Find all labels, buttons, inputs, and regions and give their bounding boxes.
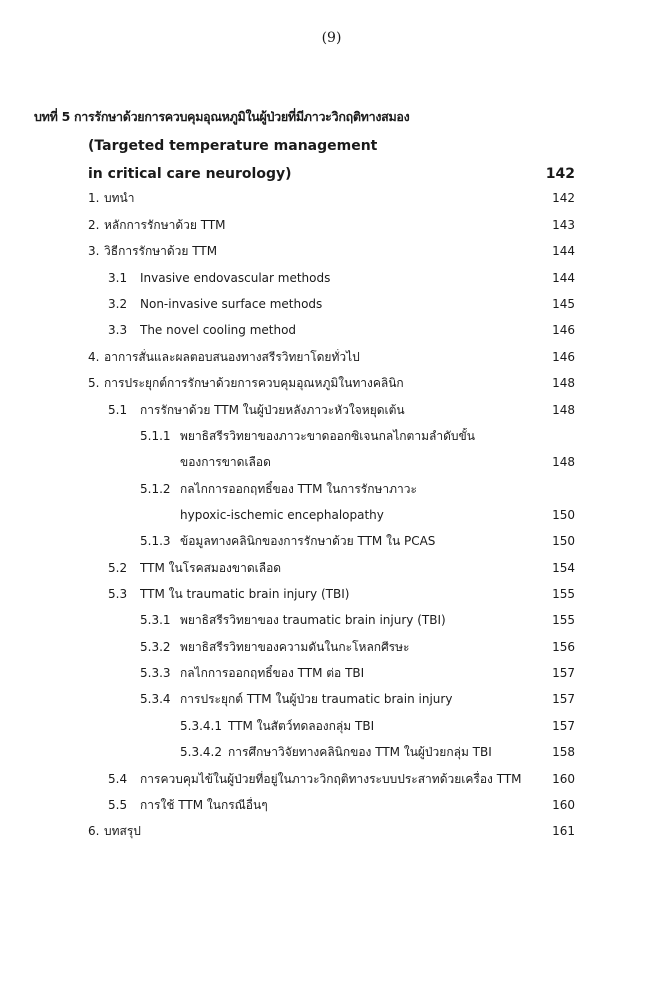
toc-entry-number: 5.2 [108,561,128,575]
toc-entry-title: บทสรุป [104,824,141,838]
toc-entry [0,428,663,444]
toc-entry [0,322,663,338]
toc-entry-number: 5.1.3 [140,534,171,548]
toc-entry-number: 5.5 [108,798,128,812]
toc-entry-number: 3.1 [108,271,128,285]
toc-entry-number: 1. [88,191,100,205]
toc-entry-page: 142 [552,191,575,205]
toc-entry-page: 160 [552,772,575,786]
toc-entry-title: ของการขาดเลือด [180,455,271,469]
toc-entry-number: 5. [88,376,100,390]
toc-entry [0,771,663,787]
toc-entry [0,217,663,233]
toc-entry-page: 150 [552,534,575,548]
toc-entry-page: 148 [552,455,575,469]
toc-entry [0,481,663,497]
chapter-title-english-line1: (Targeted temperature management [88,138,378,154]
toc-entry-title: การประยุกต์การรักษาด้วยการควบคุมอุณหภูมิในทางคลินิก [104,376,404,390]
toc-entry-title: The novel cooling method [140,323,297,337]
toc-entry-title: การรักษาด้วย TTM ในผู้ป่วยหลังภาวะหัวใจหยุดเต้น [140,403,405,417]
toc-entry-number: 5.3.4.2 [180,745,222,759]
toc-entry-number: 5.3.1 [140,613,171,627]
toc-entry-page: 157 [552,666,575,680]
toc-entry [0,797,663,813]
toc-entry-title: ข้อมูลทางคลินิกของการรักษาด้วย TTM ใน PCAS [180,534,436,548]
toc-entry-title: TTM ในสัตว์ทดลองกลุ่ม TBI [228,719,375,733]
toc-entry-number: 2. [88,218,100,232]
toc-entry-number: 5.3.4 [140,692,171,706]
toc-entry-page: 146 [552,323,575,337]
toc-entry-page: 144 [552,244,575,258]
chapter-heading [34,110,594,124]
toc-entry-page: 145 [552,297,575,311]
toc-entry [0,744,663,760]
toc-entry-number: 5.1 [108,403,128,417]
toc-entry-page: 143 [552,218,575,232]
toc-entry [0,718,663,734]
chapter-title-thai: การรักษาด้วยการควบคุมอุณหภูมิในผู้ป่วยที่มีภาวะวิกฤติทางสมอง [74,109,410,124]
toc-entry [0,586,663,602]
toc-entry [0,612,663,628]
toc-entry-page: 158 [552,745,575,759]
toc-entry-page: 155 [552,587,575,601]
chapter-page-number: 142 [545,166,575,182]
toc-entry-page: 154 [552,561,575,575]
chapter-title-english-line2: in critical care neurology) [88,166,292,182]
toc-entry-number: 5.3.2 [140,640,171,654]
toc-entry [0,691,663,707]
toc-entry-number: 6. [88,824,100,838]
toc-entry [0,454,663,470]
toc-entry [0,402,663,418]
toc-entry-title: Non-invasive surface methods [140,297,323,311]
toc-entry-title: บทนำ [104,191,135,205]
toc-entry [0,243,663,259]
toc-entry-page: 160 [552,798,575,812]
toc-entry-page: 155 [552,613,575,627]
toc-entry-title: TTM ใน traumatic brain injury (TBI) [140,587,350,601]
toc-entry-title: การควบคุมไข้ในผู้ป่วยที่อยู่ในภาวะวิกฤติทางระบบประสาทด้วยเครื่อง TTM [140,772,522,786]
toc-entry-page: 144 [552,271,575,285]
toc-entry-page: 161 [552,824,575,838]
toc-entry [0,270,663,286]
toc-entry [0,823,663,839]
toc-entry-page: 150 [552,508,575,522]
toc-entry-title: พยาธิสรีรวิทยาของความดันในกะโหลกศีรษะ [180,640,410,654]
toc-entry-number: 3.3 [108,323,128,337]
toc-entry-number: 5.3.3 [140,666,171,680]
toc-entry [0,639,663,655]
toc-entry [0,665,663,681]
toc-entry-title: hypoxic-ischemic encephalopathy [180,508,384,522]
toc-entry-title: วิธีการรักษาด้วย TTM [104,244,218,258]
toc-entry [0,349,663,365]
toc-entry [0,507,663,523]
toc-entry-number: 4. [88,350,100,364]
toc-entry-title: หลักการรักษาด้วย TTM [104,218,226,232]
toc-entry-title: Invasive endovascular methods [140,271,331,285]
toc-entry [0,190,663,206]
toc-entry-number: 5.3.4.1 [180,719,222,733]
toc-entry-number: 5.1.2 [140,482,171,496]
toc-entry-title: การใช้ TTM ในกรณีอื่นๆ [140,798,268,812]
toc-entry-number: 5.3 [108,587,128,601]
toc-entry [0,375,663,391]
chapter-label: บทที่ 5 [34,109,70,124]
page-number: (9) [321,30,342,46]
toc-entry-number: 3.2 [108,297,128,311]
toc-entry-number: 5.1.1 [140,429,171,443]
toc-entry-page: 146 [552,350,575,364]
toc-entry [0,296,663,312]
toc-entry-title: กลไกการออกฤทธิ์ของ TTM ในการรักษาภาวะ [180,482,417,496]
toc-entry-title: TTM ในโรคสมองขาดเลือด [140,561,282,575]
toc-entry [0,560,663,576]
toc-entry-page: 157 [552,692,575,706]
toc-entry-number: 3. [88,244,100,258]
toc-entry-title: พยาธิสรีรวิทยาของภาวะขาดออกซิเจนกลไกตามลำดับขั้น [180,429,475,443]
toc-entry-page: 156 [552,640,575,654]
toc-entry-page: 157 [552,719,575,733]
toc-entry-title: กลไกการออกฤทธิ์ของ TTM ต่อ TBI [180,666,365,680]
toc-entry-title: อาการสั่นและผลตอบสนองทางสรีรวิทยาโดยทั่วไป [104,350,360,364]
toc-entry-title: การประยุกต์ TTM ในผู้ป่วย traumatic brain injury [180,692,453,706]
toc-entry [0,533,663,549]
toc-entry-number: 5.4 [108,772,128,786]
toc-entry-title: การศึกษาวิจัยทางคลินิกของ TTM ในผู้ป่วยกลุ่ม TBI [228,745,492,759]
toc-entry-page: 148 [552,376,575,390]
toc-entry-title: พยาธิสรีรวิทยาของ traumatic brain injury (TBI) [180,613,446,627]
toc-entry-page: 148 [552,403,575,417]
